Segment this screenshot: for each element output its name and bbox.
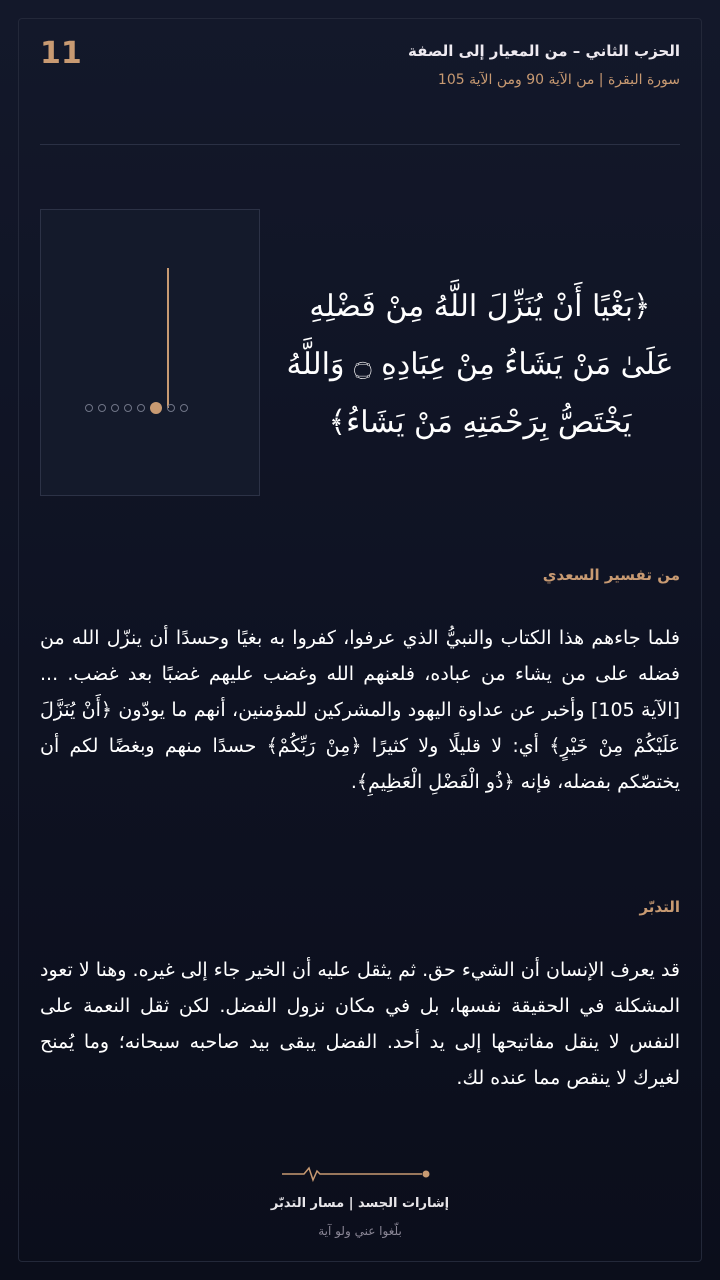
header-subtitle: سورة البقرة | من الآية 90 ومن الآية 105	[437, 72, 680, 88]
progress-dot[interactable]	[111, 404, 119, 412]
progress-dot[interactable]	[137, 404, 145, 412]
footer-brand: إشارات الجسد | مسار التدبّر	[270, 1196, 450, 1211]
reflection-text: قد يعرف الإنسان أن الشيء حق. ثم يثقل عليه أن الخير جاء إلى غيره. وهنا لا تعود المشكلة في الحقيقة نفسها، بل في مكان نزول الفضل. لكن ثقل النعمة على النفس لا ينقل مفاتيحها إلى يد أحد. الفضل يبقى بيد صاحبه سبحانه؛ وما يُمنح لغيرك لا ينقص مما عنده لك.	[40, 959, 680, 1089]
media-player-box[interactable]	[40, 209, 260, 496]
footer-motto: بلّغوا عني ولو آية	[318, 1224, 402, 1238]
page-number: 11	[40, 36, 82, 71]
progress-dot[interactable]	[85, 404, 93, 412]
progress-dot[interactable]	[124, 404, 132, 412]
heartbeat-ornament-icon	[282, 1162, 432, 1186]
header	[160, 42, 680, 88]
progress-dot[interactable]	[98, 404, 106, 412]
tafsir-label: من تفسير السعدي	[542, 566, 680, 584]
reflection-label: التدبّر	[639, 898, 680, 916]
progress-dot-active[interactable]	[150, 402, 162, 414]
progress-dots[interactable]	[85, 402, 188, 414]
quran-verse: ﴿بَغْيًا أَنْ يُنَزِّلَ اللَّهُ مِنْ فَضْلِهِ عَلَىٰ مَنْ يَشَاءُ مِنْ عِبَادِهِ ۝ وَاللَّهُ يَخْتَصُّ بِرَحْمَتِهِ مَنْ يَشَاءُ﴾	[286, 289, 674, 440]
header-title: الحزب الثاني – من المعيار إلى الصفة	[407, 42, 680, 60]
progress-dot[interactable]	[180, 404, 188, 412]
header-divider	[40, 144, 680, 145]
progress-dot[interactable]	[167, 404, 175, 412]
playhead-line	[167, 268, 169, 408]
tafsir-text: فلما جاءهم هذا الكتاب والنبيُّ الذي عرفوا، كفروا به بغيًا وحسدًا أن ينزّل الله من فضله على من يشاء من عباده، فلعنهم الله وغضب عليهم غضبًا بعد غضب. ... [الآية 105] وأخبر عن عداوة اليهود والمشركين للمؤمنين، أنهم ما يودّون ﴿أَنْ يُنَزَّلَ عَلَيْكُمْ مِنْ خَيْرٍ﴾ أي: لا قليلًا ولا كثيرًا ﴿مِنْ رَبِّكُمْ﴾ حسدًا منهم وبغضًا لكم أن يختصّكم بفضله، فإنه ﴿ذُو الْفَضْلِ الْعَظِيمِ﴾.	[40, 627, 680, 793]
